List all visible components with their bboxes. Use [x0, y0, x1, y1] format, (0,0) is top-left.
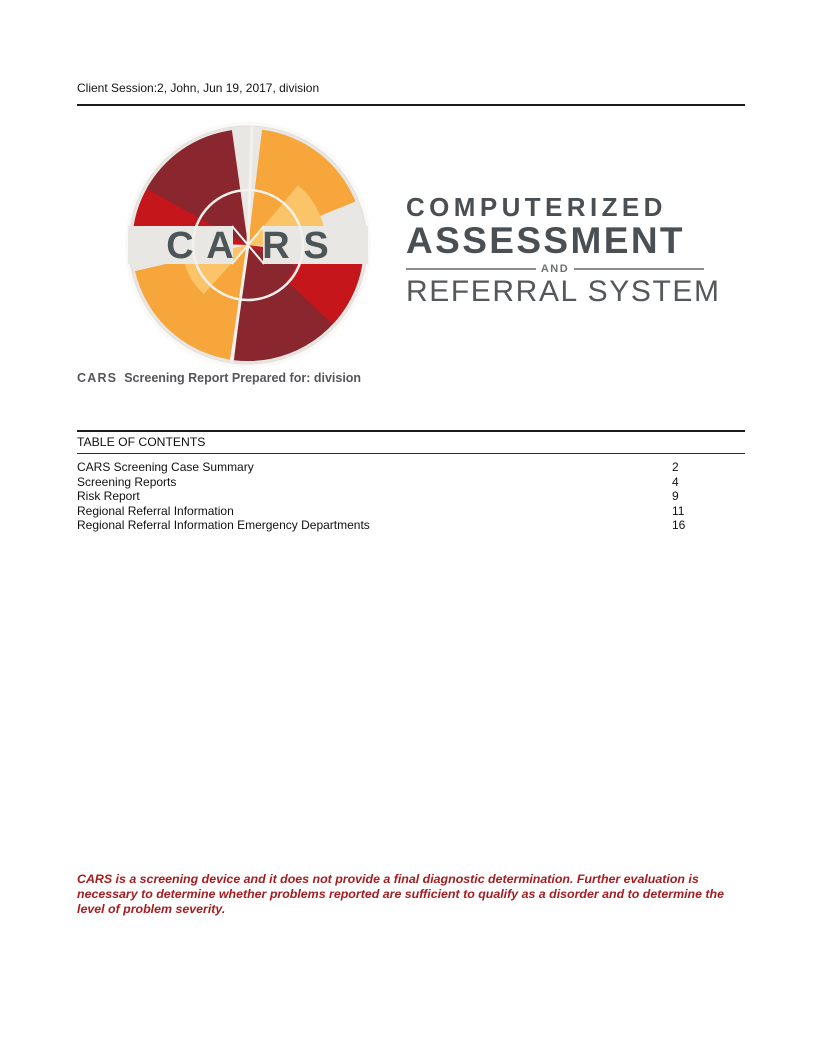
and-divider-line-left: [406, 268, 536, 270]
toc-entry-page: 16: [672, 518, 686, 533]
prepared-for-line: [77, 371, 361, 385]
and-divider-line-right: [574, 268, 704, 270]
toc-row: [77, 475, 745, 490]
wordmark-assessment: ASSESSMENT: [406, 220, 685, 262]
logo-letter-r: R: [262, 225, 290, 267]
logo-letter-s: S: [303, 225, 329, 267]
screening-disclaimer: CARS is a screening device and it does not provide a final diagnostic determination. Further evaluation is necessary to determine whether problems reported are sufficient to qualify as a disorder and to determine the level of problem severity.: [77, 872, 725, 916]
toc-title-underline: [77, 453, 745, 454]
toc-entry-page: 4: [672, 474, 679, 489]
toc-top-divider: [77, 430, 745, 432]
logo-letter-a: A: [206, 225, 234, 267]
wordmark-computerized: COMPUTERIZED: [406, 192, 667, 222]
toc-entry-page: 2: [672, 460, 679, 474]
table-of-contents: [77, 460, 745, 533]
toc-row: [77, 460, 745, 475]
toc-title: TABLE OF CONTENTS: [77, 435, 206, 449]
toc-row: [77, 504, 745, 519]
toc-entry-label[interactable]: Regional Referral Information Emergency Departments: [77, 518, 370, 533]
toc-entry-label[interactable]: CARS Screening Case Summary: [77, 460, 254, 474]
prepared-for-text: Screening Report Prepared for: division: [124, 371, 362, 385]
toc-entry-page: 11: [672, 503, 685, 518]
toc-entry-label[interactable]: Screening Reports: [77, 474, 177, 489]
toc-entry-page: 9: [672, 489, 679, 504]
cars-logo: [124, 121, 372, 369]
toc-row: [77, 518, 745, 533]
cars-logo-mark: [124, 121, 372, 369]
wordmark-referral-system: REFERRAL SYSTEM: [406, 275, 721, 309]
toc-entry-label[interactable]: Risk Report: [77, 489, 140, 504]
logo-letter-c: C: [166, 225, 194, 267]
wordmark-and-divider: [406, 263, 704, 275]
logo-wordmark: [406, 192, 721, 309]
client-session-header: Client Session:2, John, Jun 19, 2017, division: [77, 81, 320, 95]
toc-row: [77, 489, 745, 504]
toc-entry-label[interactable]: Regional Referral Information: [77, 503, 234, 518]
prepared-for-brand: CARS: [77, 371, 118, 385]
wordmark-and: AND: [540, 263, 570, 276]
header-divider: [77, 104, 745, 106]
